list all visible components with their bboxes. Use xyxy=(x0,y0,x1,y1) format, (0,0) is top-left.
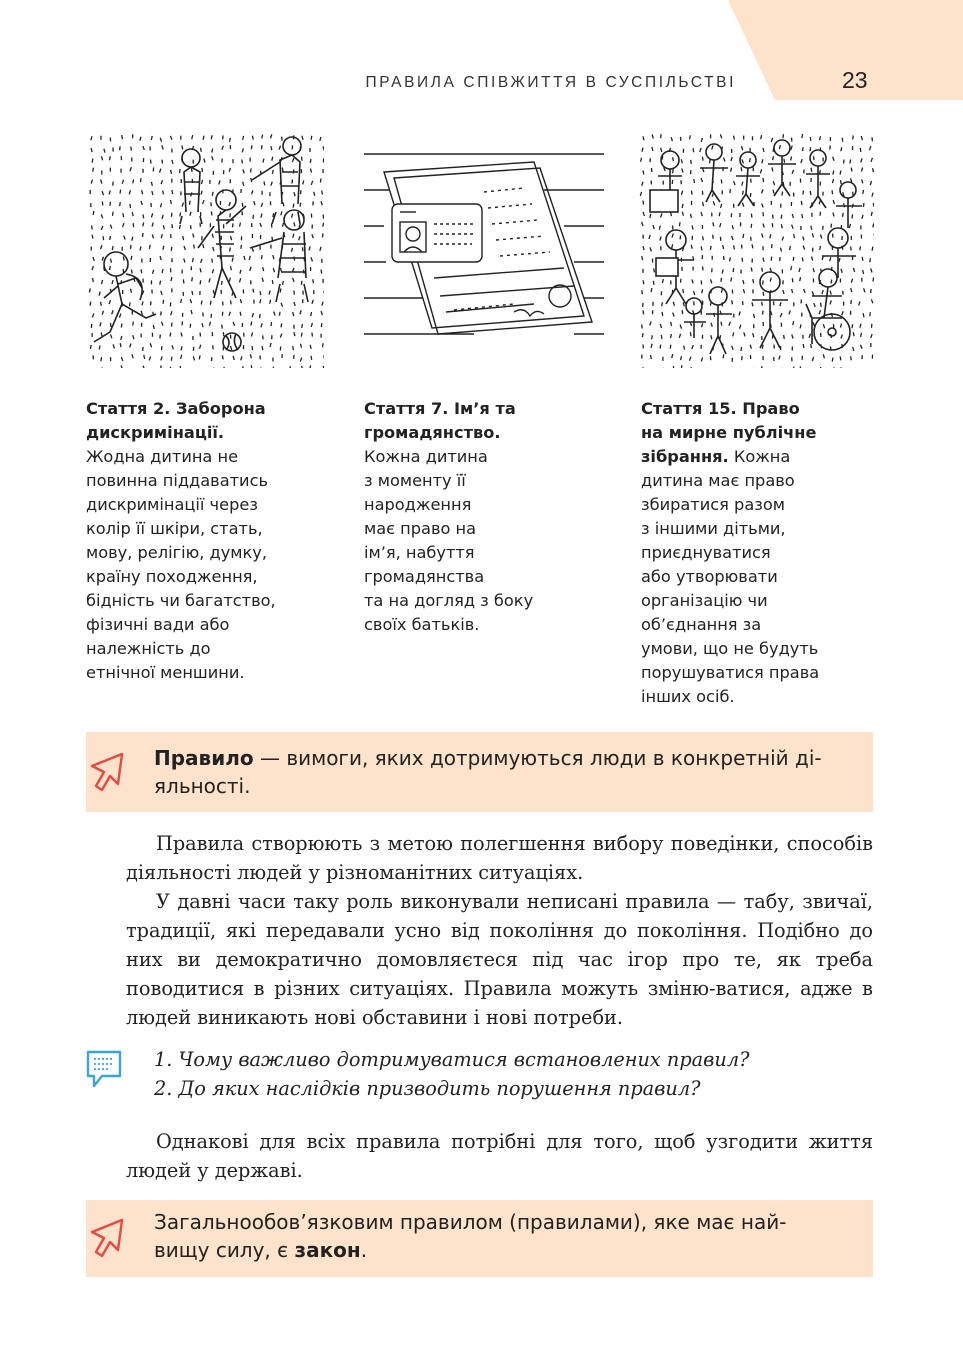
question-item: 2. До яких наслідків призводить порушення правил? xyxy=(154,1077,701,1100)
article-7-caption xyxy=(364,397,604,637)
article-line: Кожна дитина xyxy=(364,447,488,466)
definition-text: — вимоги, яких дотримуються люди в конкретній ді- xyxy=(253,746,822,770)
article-line: повинна піддаватись xyxy=(86,471,269,490)
article-line: фізичні вади або xyxy=(86,615,230,634)
article-line: має право на xyxy=(364,519,477,538)
article-line: дитина має право xyxy=(641,471,795,490)
article-line: народження xyxy=(364,495,472,514)
article-line: з моменту її xyxy=(364,471,466,490)
article-line: умови, що не будуть xyxy=(641,639,819,658)
questions-list xyxy=(154,1045,749,1103)
article-2-caption xyxy=(86,397,336,685)
article-title: зібрання. xyxy=(641,447,729,466)
article-line: ім’я, набуття xyxy=(364,543,475,562)
illustration-peaceful-assembly xyxy=(636,128,874,368)
arrow-cursor-icon xyxy=(86,1212,136,1262)
paragraph: Однакові для всіх правила потрібні для того, щоб узгодити життя людей у державі. xyxy=(126,1130,873,1182)
article-line: своїх батьків. xyxy=(364,615,480,634)
article-line: або утворювати xyxy=(641,567,778,586)
article-title: Стаття 15. Право xyxy=(641,399,800,418)
paragraph: Правила створюють з метою полегшення вибору поведінки, способів діяльності людей у різноманітних ситуаціях. xyxy=(126,832,873,884)
article-line: та на догляд з боку xyxy=(364,591,534,610)
article-line: належність до xyxy=(86,639,211,658)
article-title: Стаття 7. Ім’я та xyxy=(364,399,516,418)
question-item: 1. Чому важливо дотримуватися встановлених правил? xyxy=(154,1048,750,1071)
chat-bubble-icon xyxy=(84,1048,126,1092)
article-line: об’єднання за xyxy=(641,615,762,634)
article-line: Кожна xyxy=(728,447,791,466)
article-line: збиратися разом xyxy=(641,495,785,514)
definition-term: Правило xyxy=(154,746,254,770)
article-line: з іншими дітьми, xyxy=(641,519,786,538)
article-line: колір її шкіри, стать, xyxy=(86,519,263,538)
article-title: на мирне публічне xyxy=(641,423,817,442)
law-text: . xyxy=(360,1238,368,1262)
article-title: громадянство. xyxy=(364,423,501,442)
running-title: ПРАВИЛА СПІВЖИТТЯ В СУСПІЛЬСТВІ xyxy=(365,74,736,91)
header-corner-decoration xyxy=(0,0,963,110)
law-term: закон xyxy=(294,1238,361,1262)
law-text: Загальнообов’язковим правилом (правилами), яке має най- xyxy=(154,1210,787,1234)
article-line: бідність чи багатство, xyxy=(86,591,276,610)
article-line: країну походження, xyxy=(86,567,258,586)
paragraph: У давні часи таку роль виконували неписані правила — табу, звичаї, традиції, які передавали усно від покоління до покоління. Подібно до них ви демократично домовляєтеся під час ігор про те, як треба поводитися в різних ситуаціях. Правила можуть зміню-ватися, адже в людей виникають нові обставини і нові потреби. xyxy=(126,890,873,1029)
article-title: Стаття 2. Заборона xyxy=(86,399,266,418)
article-line: Жодна дитина не xyxy=(86,447,239,466)
body-text-2 xyxy=(126,1127,873,1185)
article-line: організацію чи xyxy=(641,591,768,610)
article-line: етнічної меншини. xyxy=(86,663,245,682)
definition-box xyxy=(86,732,873,812)
definition-text: яльності. xyxy=(154,774,251,798)
article-title: дискримінації. xyxy=(86,423,225,442)
article-15-caption xyxy=(641,397,881,709)
illustration-documents xyxy=(364,128,604,368)
body-text xyxy=(126,829,873,1032)
page-number: 23 xyxy=(842,67,868,93)
article-line: порушуватися права xyxy=(641,663,820,682)
article-line: інших осіб. xyxy=(641,687,735,706)
article-line: громадянства xyxy=(364,567,485,586)
article-line: дискримінації через xyxy=(86,495,258,514)
article-line: мову, релігію, думку, xyxy=(86,543,268,562)
illustration-children-playing xyxy=(86,128,324,368)
law-text: вищу силу, є xyxy=(154,1238,295,1262)
article-line: приєднуватися xyxy=(641,543,771,562)
law-box xyxy=(86,1200,873,1277)
arrow-cursor-icon xyxy=(86,746,136,796)
